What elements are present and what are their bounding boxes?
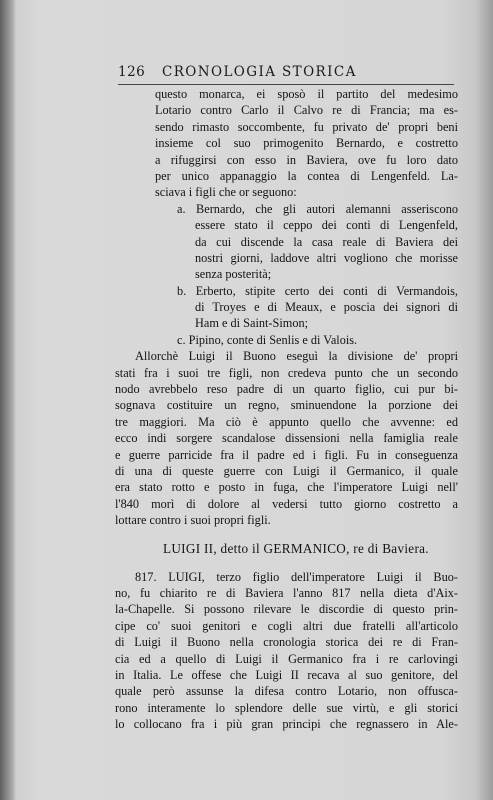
paragraph-line: e guerre parricide fra il padre ed i figli. Fu in conseguenza — [115, 447, 458, 462]
list-item-b-line: di Troyes e di Meaux, e poscia dei signori di — [195, 300, 458, 315]
paragraph-line: ecco indi sorgere scandalose dissensioni nella famiglia reale — [115, 431, 458, 446]
text-line: a rifuggirsi con esso in Baviera, ove fu loro dato — [155, 152, 458, 167]
page-body — [115, 86, 458, 732]
paragraph-line: tre maggiori. Ma ciò è appunto quello che avvenne: ed — [115, 414, 458, 429]
list-item-a-line: nostri giorni, laddove altri vogliono che morisse — [195, 250, 458, 265]
page-gutter-shadow — [0, 0, 16, 800]
list-item-a-line: senza posterità; — [195, 267, 272, 282]
text-line: per unico appanaggio la contea di Lengenfeld. La- — [155, 168, 458, 183]
text-line: questo monarca, ei sposò il partito del medesimo — [155, 87, 458, 101]
spacer — [115, 559, 458, 569]
paragraph-line: di una di queste guerre con Luigi il Germanico, il quale — [115, 463, 458, 478]
text-line: sendo rimasto soccombente, fu privato de' propri beni — [155, 119, 458, 134]
list-item-b-line: Ham e di Saint-Simon; — [195, 316, 309, 331]
paragraph-line: cipe co' suoi genitori e cogli altri due fratelli all'articolo — [115, 618, 458, 633]
paragraph-line: Allorchè Luigi il Buono eseguì la divisione de' propri — [135, 349, 458, 364]
paragraph-line: quale però assunse la difesa contro Lotario, non offusca- — [115, 684, 458, 699]
running-head: CRONOLOGIA STORICA — [162, 64, 357, 80]
paragraph-line: rono interamente lo splendore delle sue virtù, e gli storici — [115, 700, 458, 715]
paragraph-line: di Luigi il Buono nella cronologia storica dei re di Fran- — [115, 635, 458, 650]
header-rule — [118, 84, 454, 85]
paragraph-line: stati fra i suoi tre figli, non credeva punto che un secondo — [115, 365, 458, 380]
paragraph-line: no, fu chiarito re di Baviera l'anno 817 nella dieta d'Aix- — [115, 585, 458, 600]
paragraph-line: lo collocano fra i più gran principi che regnassero in Ale- — [115, 717, 458, 732]
list-item-b: b. Erberto, stipite certo dei conti di Vermandois, — [177, 283, 458, 298]
paragraph-line: 817. LUIGI, terzo figlio dell'imperatore Luigi il Buo- — [135, 569, 458, 584]
paragraph-line: l'840 morì di dolore al vedersi tutto giorno costretto a — [115, 496, 458, 511]
page-number: 126 — [118, 64, 146, 80]
text-line: sciava i figli che or seguono: — [155, 185, 297, 200]
page-header — [118, 64, 458, 84]
section-heading: LUIGI II, detto il GERMANICO, re di Baviera. — [163, 540, 429, 556]
paragraph-line: la-Chapelle. Si possono rilevare le discordie di questo prin- — [115, 602, 458, 617]
paragraph-line: in Italia. Le offese che Luigi II recava al suo genitore, del — [115, 667, 458, 682]
paragraph-line: era stato rotto e posto in fuga, che l'imperatore Luigi nell' — [115, 480, 458, 495]
list-item-a: a. Bernardo, che gli autori alemanni asseriscono — [177, 201, 458, 216]
text-line: Lotario contro Carlo il Calvo re di Francia; ma es- — [155, 103, 458, 118]
spacer — [115, 529, 458, 541]
paragraph-line: sognava costituire un regno, sminuendone la porzione dei — [115, 398, 458, 413]
list-item-a-line: essere stato il ceppo dei conti di Lengenfeld, — [195, 218, 458, 233]
paragraph-line: nodo avrebbelo reso padre di un quarto figlio, cui pur bi- — [115, 382, 458, 397]
paragraph-line: lottare contro i suoi propri figli. — [115, 513, 271, 528]
text-line: insieme col suo primogenito Bernardo, e costretto — [155, 136, 458, 151]
paragraph-line: cia ed a quello di Luigi il Germanico fra i re carlovingi — [115, 651, 458, 666]
list-item-c: c. Pipino, conte di Senlis e di Valois. — [177, 332, 358, 347]
list-item-a-line: da cui discende la casa reale di Baviera dei — [195, 234, 458, 249]
